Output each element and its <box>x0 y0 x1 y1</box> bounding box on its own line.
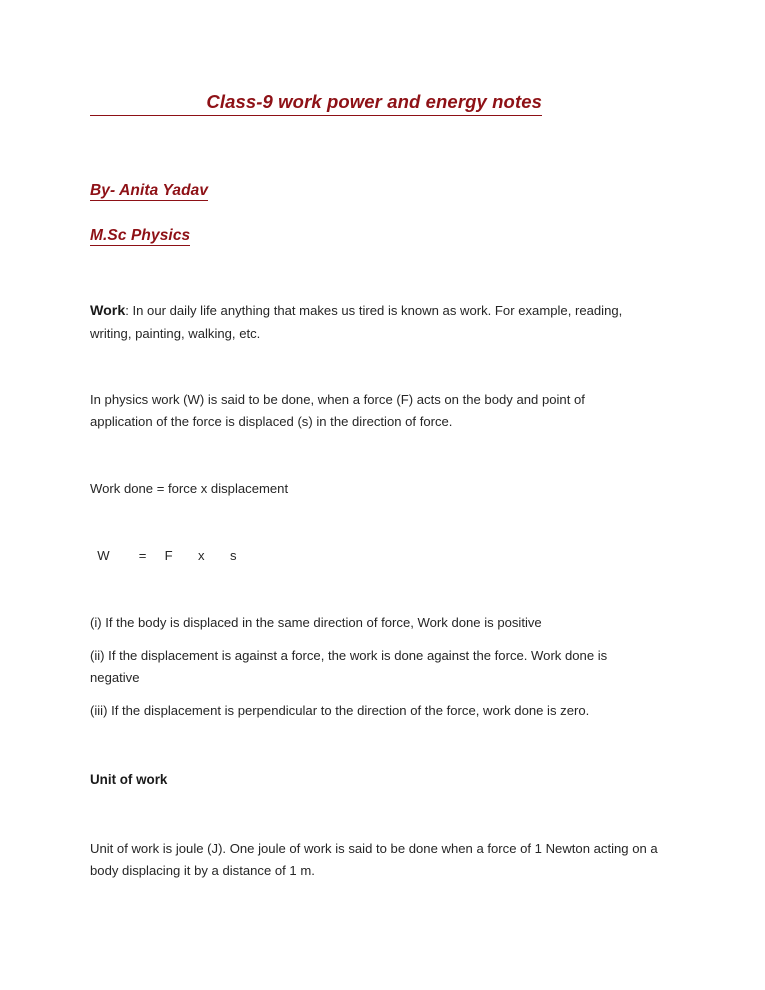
work-point-i: (i) If the body is displaced in the same direction of force, Work done is positive <box>90 615 542 630</box>
work-definition-text: : In our daily life anything that makes us tired is known as work. For example, reading, writing, painting, walking, etc. <box>90 303 623 341</box>
degree-heading-text: M.Sc Physics <box>90 227 191 244</box>
page-title: Class-9 work power and energy notes <box>90 91 542 116</box>
author-heading-text: By- Anita Yadav <box>90 182 209 199</box>
work-done-word-equation: Work done = force x displacement <box>90 481 289 496</box>
work-done-symbol-equation: W = F x s <box>90 548 237 563</box>
degree-heading <box>90 227 190 245</box>
work-term-label: Work <box>90 303 126 319</box>
author-heading <box>90 182 208 200</box>
work-point-ii: (ii) If the displacement is against a force, the work is done against the force. Work done is negative <box>90 648 608 685</box>
physics-definition-paragraph: In physics work (W) is said to be done, when a force (F) acts on the body and point of application of the force is displaced (s) in the direction of force. <box>90 392 585 429</box>
unit-of-work-paragraph: Unit of work is joule (J). One joule of work is said to be done when a force of 1 Newton acting on a body displacing it by a distance of 1 m. <box>90 841 658 878</box>
unit-of-work-heading: Unit of work <box>90 772 168 787</box>
work-definition-paragraph <box>90 300 662 344</box>
work-point-iii: (iii) If the displacement is perpendicular to the direction of the force, work done is zero. <box>90 703 590 718</box>
